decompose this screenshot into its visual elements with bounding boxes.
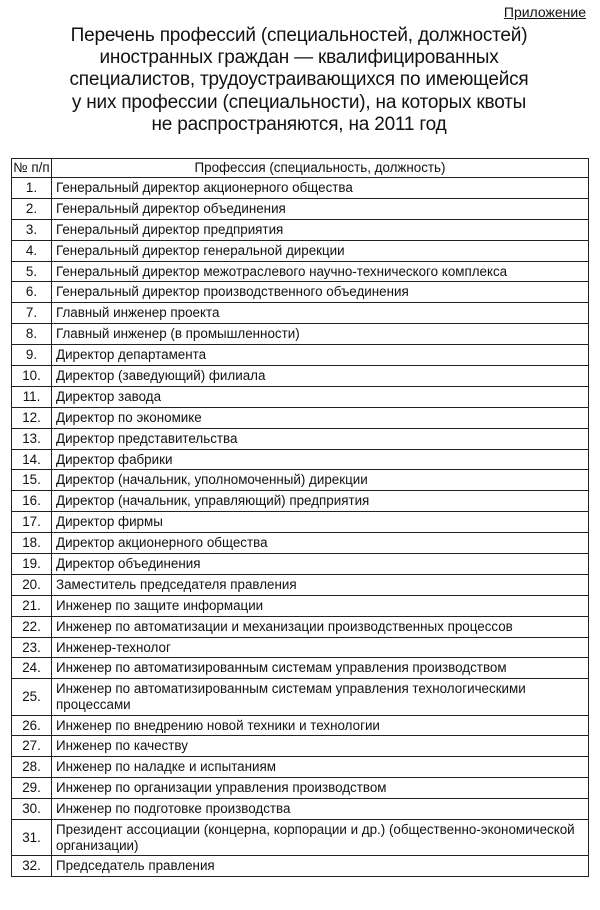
table-row <box>12 658 589 679</box>
row-number: 17. <box>12 512 52 533</box>
table-row <box>12 303 589 324</box>
table-row <box>12 178 589 199</box>
table-row <box>12 799 589 820</box>
table-row <box>12 637 589 658</box>
row-number: 12. <box>12 407 52 428</box>
table-body <box>12 178 589 877</box>
table-row <box>12 679 589 715</box>
row-number: 11. <box>12 386 52 407</box>
row-profession: Директор фабрики <box>52 449 589 470</box>
table-row <box>12 491 589 512</box>
row-number: 20. <box>12 574 52 595</box>
table-row <box>12 240 589 261</box>
row-number: 16. <box>12 491 52 512</box>
table-row <box>12 282 589 303</box>
row-number: 22. <box>12 616 52 637</box>
row-number: 4. <box>12 240 52 261</box>
table-row <box>12 533 589 554</box>
table-row <box>12 616 589 637</box>
row-profession: Генеральный директор производственного объединения <box>52 282 589 303</box>
row-profession: Директор (начальник, управляющий) предприятия <box>52 491 589 512</box>
row-number: 18. <box>12 533 52 554</box>
row-profession: Директор (начальник, уполномоченный) дирекции <box>52 470 589 491</box>
row-profession: Инженер по внедрению новой техники и технологии <box>52 715 589 736</box>
row-profession: Директор фирмы <box>52 512 589 533</box>
row-number: 24. <box>12 658 52 679</box>
row-profession: Председатель правления <box>52 856 589 877</box>
row-number: 10. <box>12 366 52 387</box>
column-header-number: № п/п <box>12 159 52 178</box>
row-number: 3. <box>12 219 52 240</box>
table-row <box>12 820 589 856</box>
row-number: 9. <box>12 345 52 366</box>
row-profession: Инженер по подготовке производства <box>52 799 589 820</box>
row-number: 8. <box>12 324 52 345</box>
row-profession: Директор (заведующий) филиала <box>52 366 589 387</box>
table-row <box>12 386 589 407</box>
table-row <box>12 198 589 219</box>
row-profession: Генеральный директор генеральной дирекции <box>52 240 589 261</box>
table-row <box>12 407 589 428</box>
row-profession: Главный инженер (в промышленности) <box>52 324 589 345</box>
row-number: 26. <box>12 715 52 736</box>
row-number: 29. <box>12 778 52 799</box>
table-row <box>12 366 589 387</box>
row-number: 30. <box>12 799 52 820</box>
row-profession: Директор по экономике <box>52 407 589 428</box>
row-profession: Директор департамента <box>52 345 589 366</box>
row-profession: Главный инженер проекта <box>52 303 589 324</box>
row-profession: Директор завода <box>52 386 589 407</box>
table-row <box>12 428 589 449</box>
row-number: 15. <box>12 470 52 491</box>
column-header-profession: Профессия (специальность, должность) <box>52 159 589 178</box>
row-profession: Президент ассоциации (концерна, корпорации и др.) (общественно-экономической организации) <box>52 820 589 856</box>
row-number: 25. <box>12 679 52 715</box>
table-row <box>12 757 589 778</box>
row-profession: Генеральный директор предприятия <box>52 219 589 240</box>
row-number: 1. <box>12 178 52 199</box>
table-row <box>12 219 589 240</box>
table-row <box>12 736 589 757</box>
table-row <box>12 778 589 799</box>
row-number: 27. <box>12 736 52 757</box>
row-number: 14. <box>12 449 52 470</box>
row-number: 7. <box>12 303 52 324</box>
row-profession: Инженер по организации управления производством <box>52 778 589 799</box>
table-row <box>12 324 589 345</box>
row-profession: Инженер по качеству <box>52 736 589 757</box>
row-number: 28. <box>12 757 52 778</box>
row-number: 23. <box>12 637 52 658</box>
table-row <box>12 345 589 366</box>
table-row <box>12 261 589 282</box>
table-row <box>12 512 589 533</box>
row-number: 2. <box>12 198 52 219</box>
row-profession: Директор акционерного общества <box>52 533 589 554</box>
table-row <box>12 856 589 877</box>
row-profession: Инженер-технолог <box>52 637 589 658</box>
table-row <box>12 554 589 575</box>
row-number: 21. <box>12 595 52 616</box>
row-profession: Инженер по автоматизации и механизации производственных процессов <box>52 616 589 637</box>
table-row <box>12 449 589 470</box>
row-number: 6. <box>12 282 52 303</box>
row-profession: Инженер по защите информации <box>52 595 589 616</box>
professions-table <box>11 158 589 877</box>
row-profession: Инженер по автоматизированным системам управления производством <box>52 658 589 679</box>
table-row <box>12 574 589 595</box>
document-title: Перечень профессий (специальностей, должностей) иностранных граждан — квалифицированных специалистов, трудоустраивающихся по имеющейся у них профессии (специальности), на которых квоты не распространяются, на 2011 год <box>69 25 529 135</box>
row-profession: Директор представительства <box>52 428 589 449</box>
appendix-label: Приложение <box>503 4 586 20</box>
row-profession: Директор объединения <box>52 554 589 575</box>
row-profession: Инженер по наладке и испытаниям <box>52 757 589 778</box>
row-number: 32. <box>12 856 52 877</box>
row-profession: Генеральный директор объединения <box>52 198 589 219</box>
row-profession: Инженер по автоматизированным системам управления технологическими процессами <box>52 679 589 715</box>
row-number: 19. <box>12 554 52 575</box>
row-profession: Генеральный директор акционерного общества <box>52 178 589 199</box>
row-number: 31. <box>12 820 52 856</box>
row-number: 5. <box>12 261 52 282</box>
table-row <box>12 470 589 491</box>
table-header-row <box>12 159 589 178</box>
row-profession: Заместитель председателя правления <box>52 574 589 595</box>
table-row <box>12 595 589 616</box>
row-number: 13. <box>12 428 52 449</box>
table-row <box>12 715 589 736</box>
row-profession: Генеральный директор межотраслевого научно-технического комплекса <box>52 261 589 282</box>
